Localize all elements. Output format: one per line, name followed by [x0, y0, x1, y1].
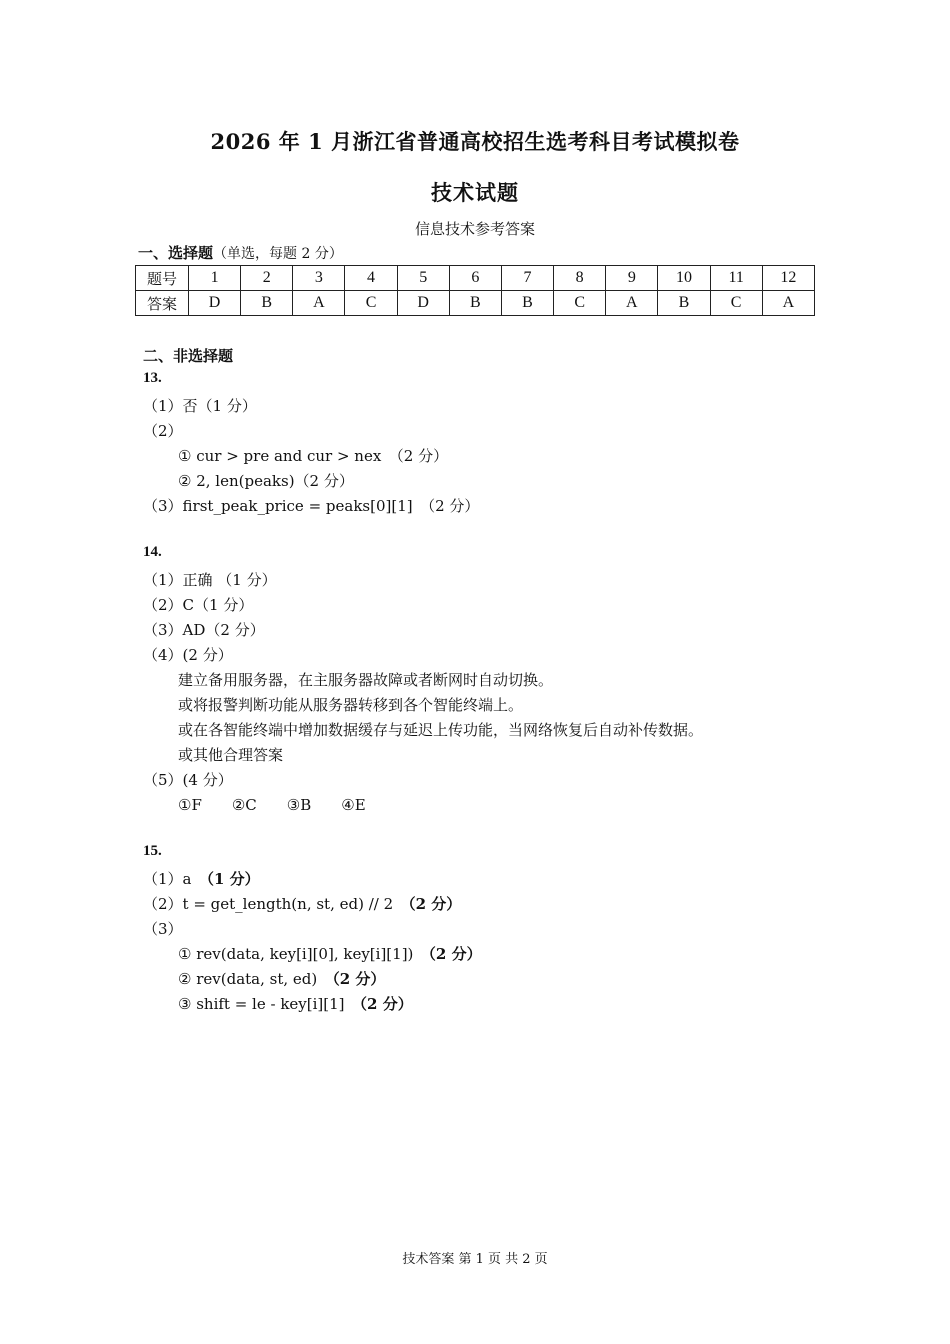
answer-cell: D — [189, 291, 241, 316]
q14-part1: （1）正确 （1 分） — [143, 571, 277, 589]
row-label-answer: 答案 — [136, 291, 189, 316]
q15-part1-answer: （1）a — [143, 870, 207, 888]
answer-cell: B — [241, 291, 293, 316]
q14-part2: （2）C（1 分） — [143, 596, 254, 614]
q15-part3-answer1-score: （2 分） — [428, 945, 482, 963]
q15-part2-score: （2 分） — [408, 895, 462, 913]
q15-part3-answer2-text: ② rev(data, st, ed) — [178, 970, 333, 988]
q14-part5-label: （5）(4 分） — [143, 771, 233, 789]
q13-part3: （3）first_peak_price = peaks[0][1] （2 分） — [143, 497, 480, 515]
q15-part3-label: （3） — [143, 920, 183, 938]
answer-cell: C — [710, 291, 762, 316]
q15-number: 15. — [143, 843, 162, 859]
section2-title: 二、非选择题 — [143, 347, 234, 365]
answer-row — [136, 291, 815, 316]
q15-part3-answer3 — [178, 993, 413, 1014]
q15-part3-answer1-text: ① rev(data, key[i][0], key[i][1]) — [178, 945, 429, 963]
section1-heading — [138, 242, 343, 263]
question-number-cell: 10 — [658, 266, 710, 291]
row-label-question: 题号 — [136, 266, 189, 291]
answer-cell: A — [762, 291, 814, 316]
question-number-row — [136, 266, 815, 291]
q14-part4-label: （4）(2 分） — [143, 646, 233, 664]
section1-title: 一、选择题 — [138, 244, 214, 262]
answer-key-heading: 信息技术参考答案 — [414, 220, 535, 238]
q15-part1-score: （1 分） — [206, 870, 260, 888]
page-footer: 技术答案 第 1 页 共 2 页 — [402, 1252, 548, 1267]
q14-part3: （3）AD（2 分） — [143, 621, 265, 639]
q13-part2-answer1: ① cur > pre and cur > nex （2 分） — [178, 447, 449, 465]
question-number-cell: 6 — [449, 266, 501, 291]
q14-part4-answer3: 或在各智能终端中增加数据缓存与延迟上传功能，当网络恢复后自动补传数据。 — [178, 721, 704, 739]
question-number-cell: 11 — [710, 266, 762, 291]
subject-title: 技术试题 — [431, 180, 519, 205]
section2-heading — [143, 345, 233, 366]
question-number-cell: 5 — [397, 266, 449, 291]
q15-part3-answer1 — [178, 943, 482, 964]
q15-part3-answer3-text: ③ shift = le - key[i][1] — [178, 995, 360, 1013]
q14-part4-answer2: 或将报警判断功能从服务器转移到各个智能终端上。 — [178, 696, 524, 714]
question-number-cell: 2 — [241, 266, 293, 291]
q14-part4-answer4: 或其他合理答案 — [178, 746, 284, 764]
question-number-cell: 12 — [762, 266, 814, 291]
question-number-cell: 1 — [189, 266, 241, 291]
question-number-cell: 8 — [554, 266, 606, 291]
q14-number: 14. — [143, 544, 162, 560]
q13-number: 13. — [143, 370, 162, 386]
q15-part3-answer3-score: （2 分） — [359, 995, 413, 1013]
q15-part3-answer2 — [178, 968, 385, 989]
q15-part2-answer: （2）t = get_length(n, st, ed) // 2 — [143, 895, 409, 913]
q13-part2-answer2: ② 2, len(peaks)（2 分） — [178, 472, 354, 490]
section1-note: （单选，每题 2 分） — [213, 246, 343, 262]
multiple-choice-answer-table — [135, 265, 815, 316]
q15-part1 — [143, 868, 260, 889]
answer-cell: B — [501, 291, 553, 316]
q15-part2 — [143, 893, 461, 914]
answer-cell: A — [606, 291, 658, 316]
answer-cell: B — [658, 291, 710, 316]
q14-part5-answers: ①F ②C ③B ④E — [178, 796, 366, 814]
question-number-cell: 4 — [345, 266, 397, 291]
q14-part4-answer1: 建立备用服务器，在主服务器故障或者断网时自动切换。 — [178, 671, 554, 689]
question-number-cell: 9 — [606, 266, 658, 291]
exam-title: 2026 年 1 月浙江省普通高校招生选考科目考试模拟卷 — [210, 129, 740, 154]
answer-cell: A — [293, 291, 345, 316]
question-number-cell: 3 — [293, 266, 345, 291]
q13-part1: （1）否（1 分） — [143, 397, 257, 415]
q13-part2-label: （2） — [143, 422, 183, 440]
question-number-cell: 7 — [501, 266, 553, 291]
q15-part3-answer2-score: （2 分） — [332, 970, 386, 988]
answer-cell: B — [449, 291, 501, 316]
answer-cell: C — [345, 291, 397, 316]
answer-cell: C — [554, 291, 606, 316]
answer-cell: D — [397, 291, 449, 316]
